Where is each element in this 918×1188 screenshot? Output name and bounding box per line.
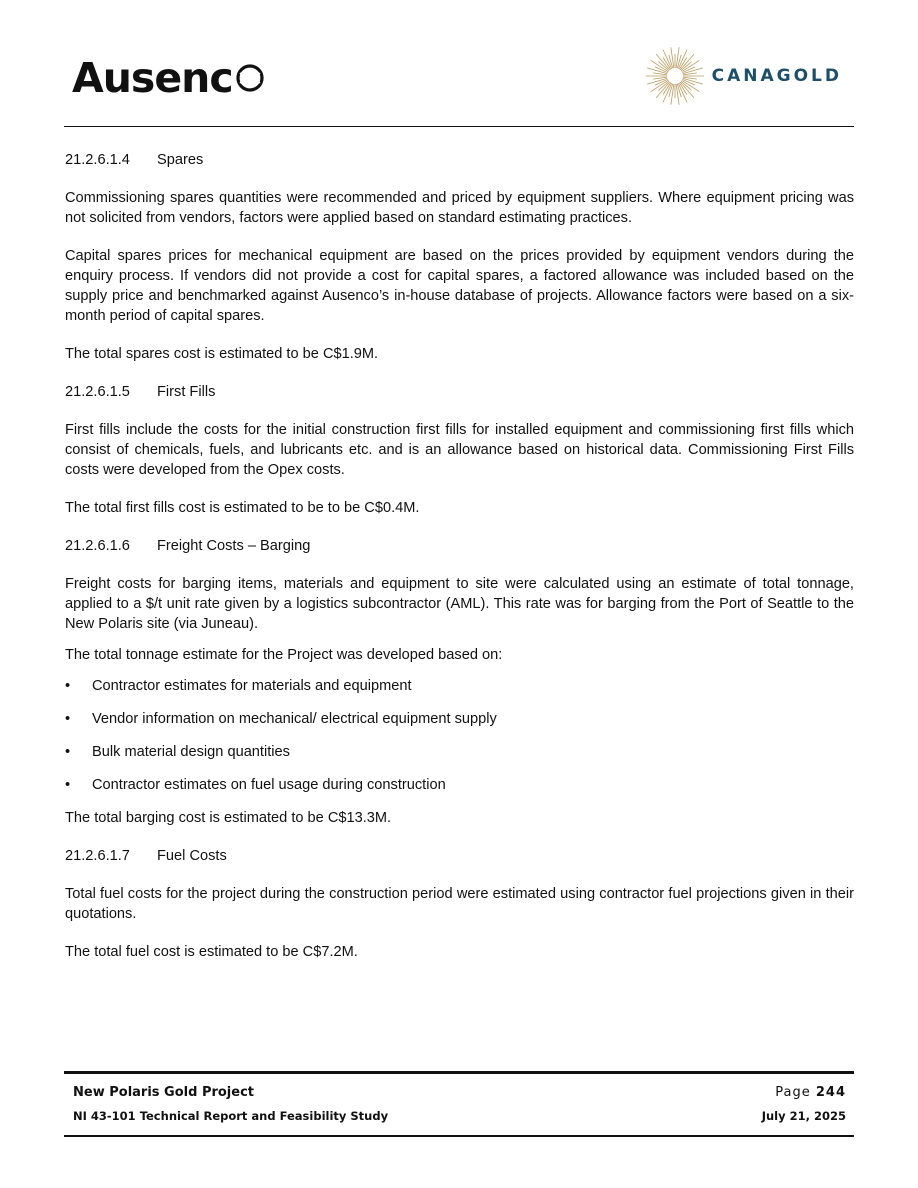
section-number: 21.2.6.1.7 <box>65 848 130 864</box>
report-title: NI 43-101 Technical Report and Feasibility Study <box>73 1109 389 1123</box>
bullet-icon: • <box>65 711 71 727</box>
section-number: 21.2.6.1.4 <box>65 152 130 168</box>
list-item-text: Bulk material design quantities <box>92 744 290 760</box>
footer-divider-top <box>64 1071 854 1074</box>
page-label: Page <box>775 1085 811 1100</box>
section-number: 21.2.6.1.5 <box>65 384 130 400</box>
ausenco-logo <box>72 54 267 102</box>
section-title: First Fills <box>157 384 216 400</box>
footer-divider-bottom <box>64 1135 854 1137</box>
section-title: Spares <box>157 152 204 168</box>
footer-left <box>73 1084 388 1124</box>
paragraph: Capital spares prices for mechanical equipment are based on the prices provided by equipment vendors during the enquiry process. If vendors did not provide a cost for capital spares, a factored allowance was included based on the supply price and benchmarked against Ausenco’s in-house database of projects. Allowance factors were based on a six-month period of capital spares. <box>65 248 854 324</box>
canagold-logo <box>646 43 842 109</box>
paragraph: The total first fills cost is estimated to be to be C$0.4M. <box>65 500 420 516</box>
canagold-logo-text: CANAGOLD <box>711 66 842 86</box>
section-title: Freight Costs – Barging <box>157 538 311 554</box>
paragraph: First fills include the costs for the initial construction first fills for installed equipment and commissioning first fills which consist of chemicals, fuels, and lubricants etc. and is an allowance based on historical data. Commissioning First Fills costs were developed from the Opex costs. <box>65 422 854 478</box>
bullet-icon: • <box>65 678 71 694</box>
list-item <box>65 742 854 762</box>
section-heading <box>65 150 854 170</box>
list-item-text: Vendor information on mechanical/ electrical equipment supply <box>92 711 497 727</box>
bullet-list <box>65 676 854 795</box>
section-heading <box>65 846 854 866</box>
section-heading <box>65 536 854 556</box>
paragraph: The total tonnage estimate for the Project was developed based on: <box>65 647 503 663</box>
paragraph: The total barging cost is estimated to be C$13.3M. <box>65 810 392 826</box>
sunburst-icon <box>646 44 704 108</box>
list-item <box>65 676 854 696</box>
bullet-icon: • <box>65 744 71 760</box>
report-date: July 21, 2025 <box>761 1109 846 1123</box>
project-title: New Polaris Gold Project <box>73 1085 255 1100</box>
page-number: 244 <box>815 1085 846 1100</box>
list-item-text: Contractor estimates on fuel usage during construction <box>92 777 446 793</box>
paragraph: The total fuel cost is estimated to be C$7.2M. <box>65 944 358 960</box>
section-number: 21.2.6.1.6 <box>65 538 130 554</box>
list-item-text: Contractor estimates for materials and equipment <box>92 678 412 694</box>
section-title: Fuel Costs <box>157 848 227 864</box>
section-heading <box>65 382 854 402</box>
paragraph: Commissioning spares quantities were recommended and priced by equipment suppliers. Where equipment pricing was not solicited from vendors, factors were applied based on standard estimating practices. <box>65 190 854 226</box>
list-item <box>65 709 854 729</box>
ausenco-swirl-icon <box>233 58 267 99</box>
paragraph: The total spares cost is estimated to be C$1.9M. <box>65 346 379 362</box>
paragraph: Total fuel costs for the project during the construction period were estimated using contractor fuel projections given in their quotations. <box>65 886 854 922</box>
ausenco-logo-wordmark: Ausen <box>72 54 210 102</box>
ausenco-c-glyph: c <box>209 54 233 102</box>
page-indicator <box>762 1084 846 1102</box>
document-body <box>65 150 854 980</box>
bullet-icon: • <box>65 777 71 793</box>
list-item <box>65 775 854 795</box>
footer-right <box>762 1084 846 1124</box>
page-header <box>64 40 854 126</box>
paragraph: Freight costs for barging items, materials and equipment to site were calculated using an estimate of total tonnage, applied to a $/t unit rate given by a logistics subcontractor (AML). This rate was for barging from the Port of Seattle to the New Polaris site (via Juneau). <box>65 576 854 632</box>
header-divider <box>64 126 854 127</box>
